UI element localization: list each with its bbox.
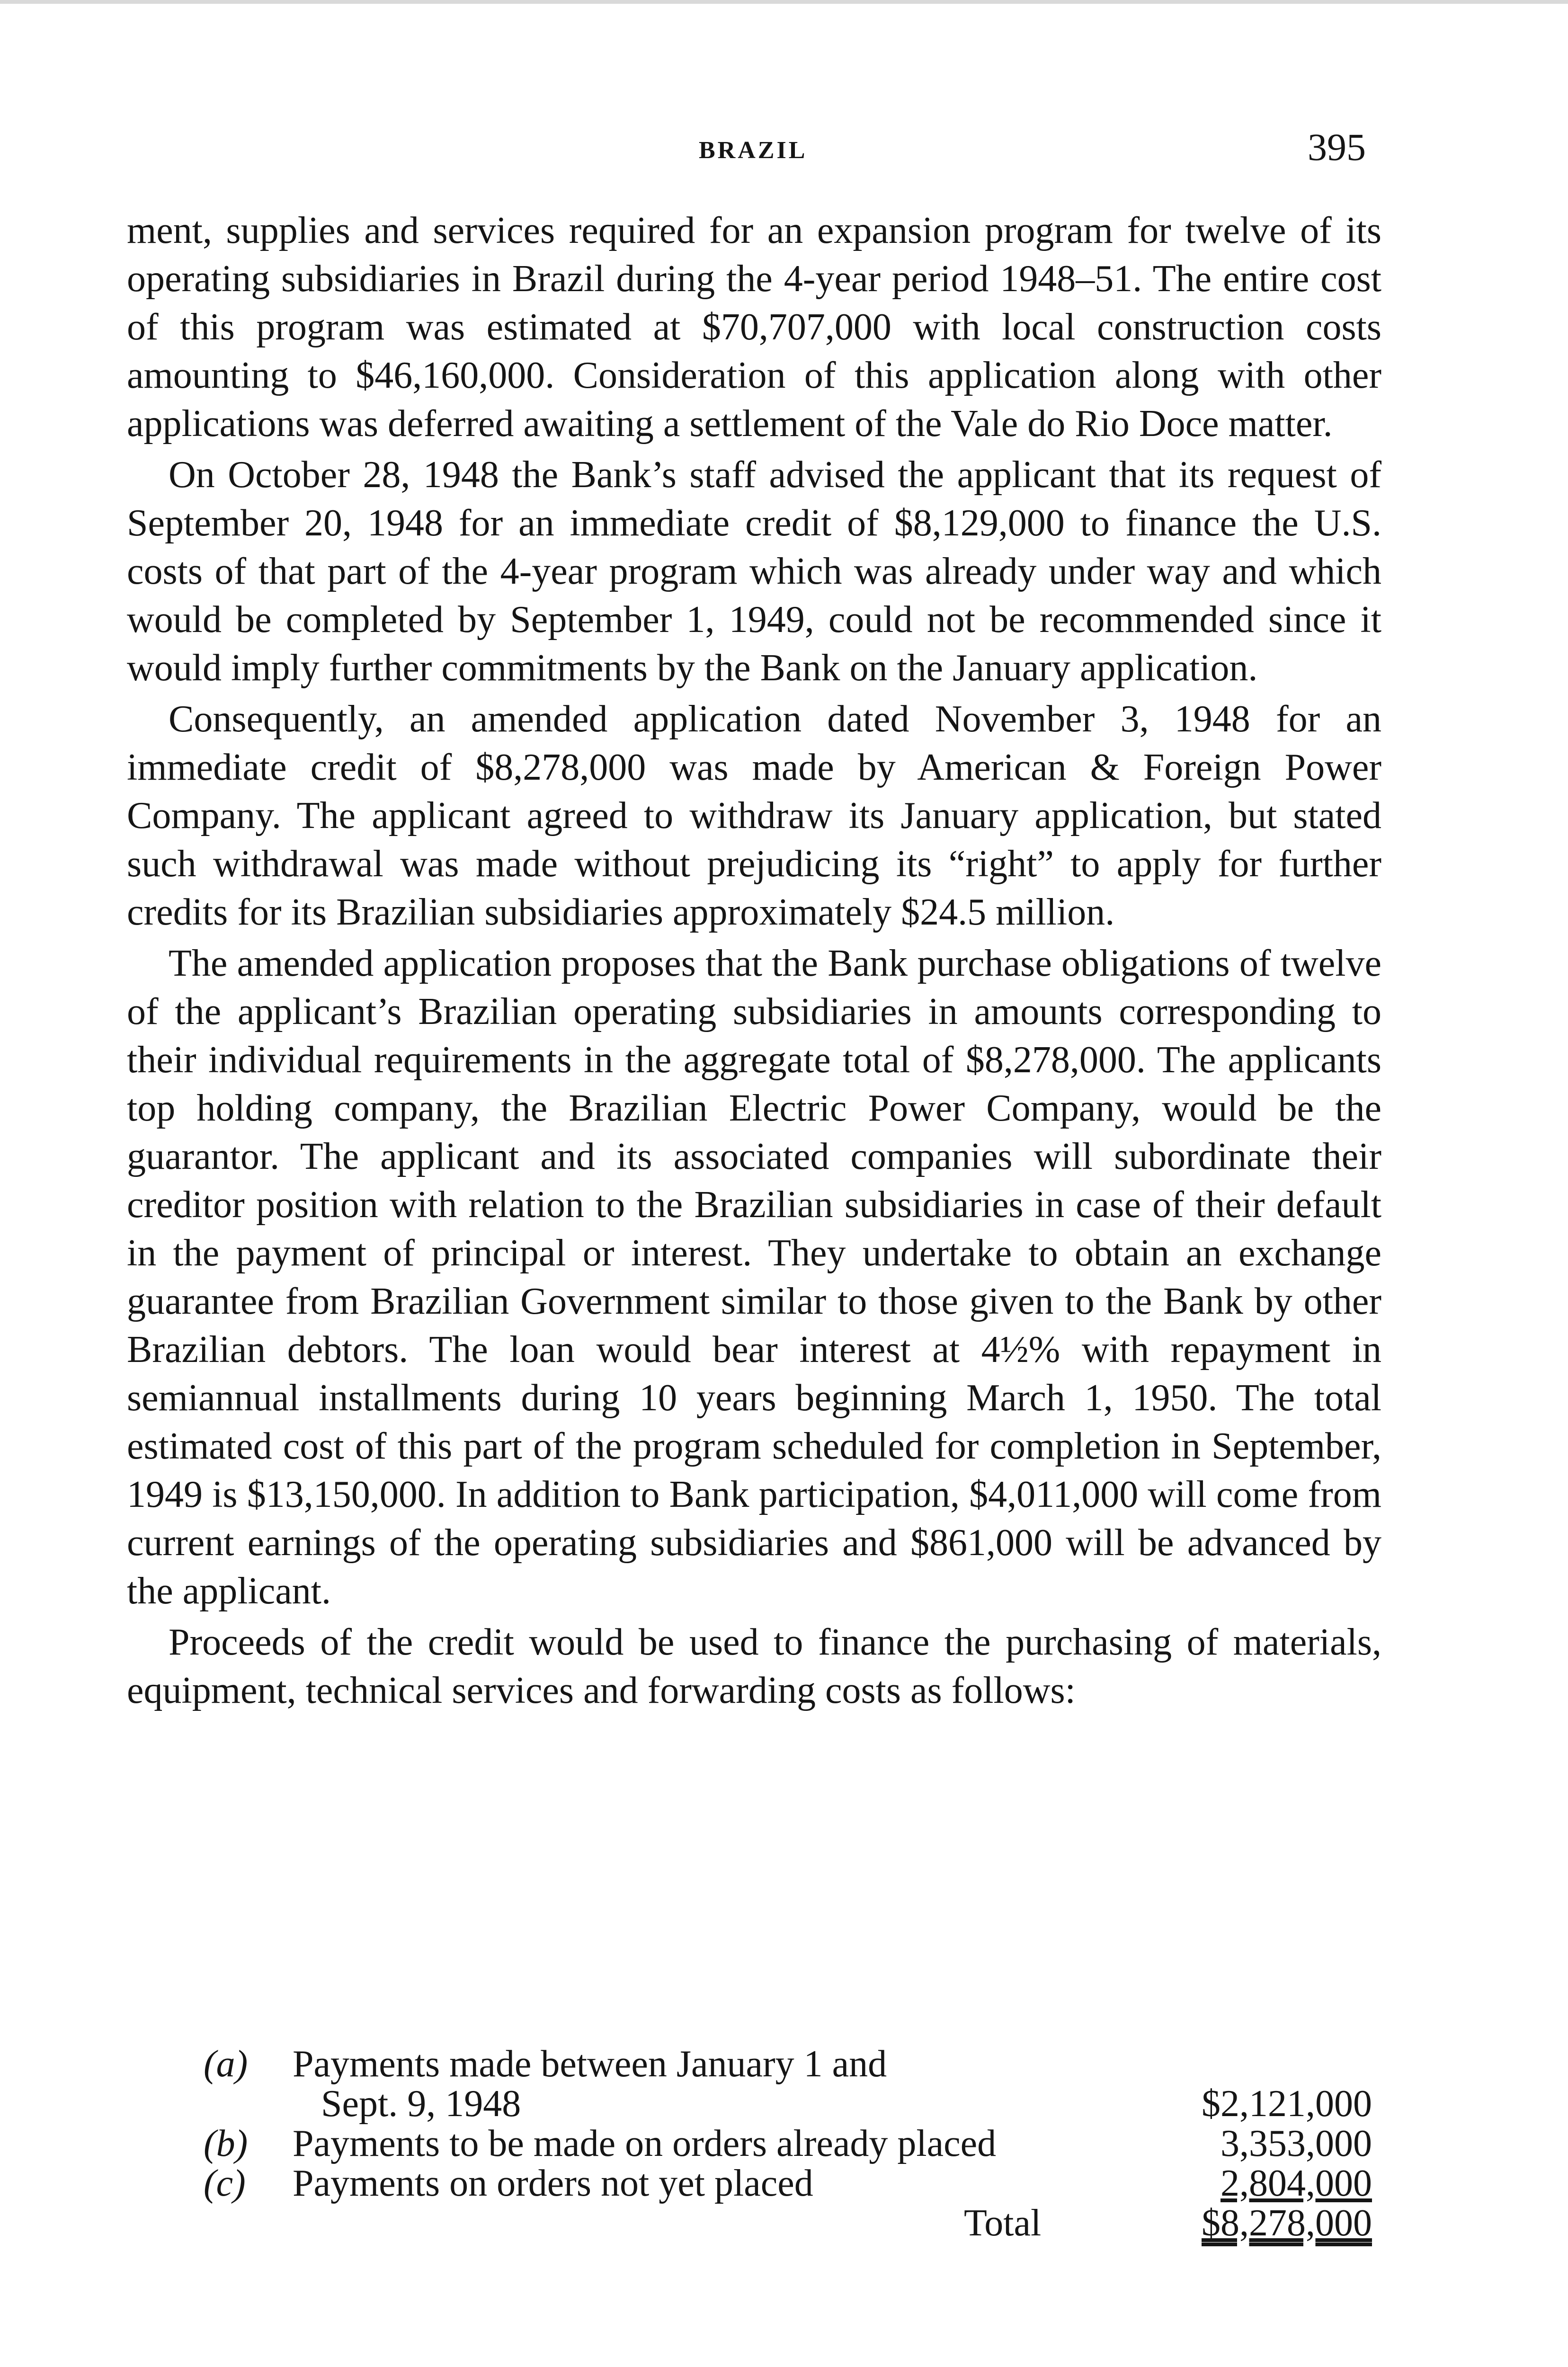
- table-row: [204, 2084, 1382, 2124]
- item-description-continued: Sept. 9, 1948: [321, 2083, 521, 2125]
- item-description: Payments made between January 1 and: [293, 2043, 887, 2085]
- total-row: [204, 2203, 1382, 2243]
- item-letter: (b): [204, 2123, 248, 2164]
- payments-table: [204, 2044, 1382, 2243]
- paragraph-staff-advice: On October 28, 1948 the Bank’s staff advised the applicant that its request of September 20, 1948 for an immediate credit of $8,129,000 to finance the U.S. costs of that part of the 4-year program which was already under way and which would be completed by September 1, 1949, could not be recommended since it would imply further commitments by the Bank on the January application.: [127, 454, 1381, 689]
- running-head: BRAZIL: [699, 137, 808, 164]
- total-label: Total: [964, 2202, 1042, 2244]
- page-number: 395: [1308, 125, 1366, 169]
- item-amount: 3,353,000: [1221, 2123, 1372, 2164]
- item-letter: (a): [204, 2043, 248, 2085]
- item-letter: (c): [204, 2162, 246, 2204]
- paragraph-amended-application: Consequently, an amended application dated November 3, 1948 for an immediate credit of $8,278,000 was made by American & Foreign Power Company. The applicant agreed to withdraw its January application, but stated such withdrawal was made without prejudicing its “right” to apply for further credits for its Brazilian subsidiaries approximately $24.5 million.: [127, 698, 1381, 933]
- table-row: [204, 2163, 1382, 2203]
- top-edge-rule: [0, 0, 1568, 4]
- item-description: Payments on orders not yet placed: [293, 2162, 813, 2204]
- paragraph-loan-terms: The amended application proposes that the Bank purchase obligations of twelve of the applicant’s Brazilian operating subsidiaries in amounts corresponding to their individual requirements in the aggregate total of $8,278,000. The applicants top holding company, the Brazilian Electric Power Company, would be the guarantor. The applicant and its associated companies will subordinate their creditor position with relation to the Brazilian subsidiaries in case of their default in the payment of principal or interest. They undertake to obtain an exchange guarantee from Brazilian Government similar to those given to the Bank by other Brazilian debtors. The loan would bear interest at 4½% with repayment in semiannual installments during 10 years beginning March 1, 1950. The total estimated cost of this part of the program scheduled for completion in September, 1949 is $13,150,000. In addition to Bank participation, $4,011,000 will come from current earnings of the operating subsidiaries and $861,000 will be advanced by the applicant.: [127, 943, 1381, 1612]
- item-amount: 2,804,000: [1221, 2162, 1372, 2204]
- paragraph-proceeds: Proceeds of the credit would be used to finance the purchasing of materials, equipment, technical services and forwarding costs as follows:: [127, 1621, 1381, 1711]
- paragraph-continuation: ment, supplies and services required for an expansion program for twelve of its operating subsidiaries in Brazil during the 4-year period 1948–51. The entire cost of this program was estimated at $70,707,000 with local construction costs amounting to $46,160,000. Consideration of this application along with other applications was deferred awaiting a settlement of the Vale do Rio Doce matter.: [127, 210, 1381, 445]
- item-amount: $2,121,000: [1202, 2083, 1372, 2125]
- total-amount: $8,278,000: [1202, 2202, 1372, 2244]
- body-text: [127, 206, 1381, 1717]
- item-description: Payments to be made on orders already placed: [293, 2123, 997, 2164]
- table-row: [204, 2044, 1382, 2084]
- table-row: [204, 2124, 1382, 2163]
